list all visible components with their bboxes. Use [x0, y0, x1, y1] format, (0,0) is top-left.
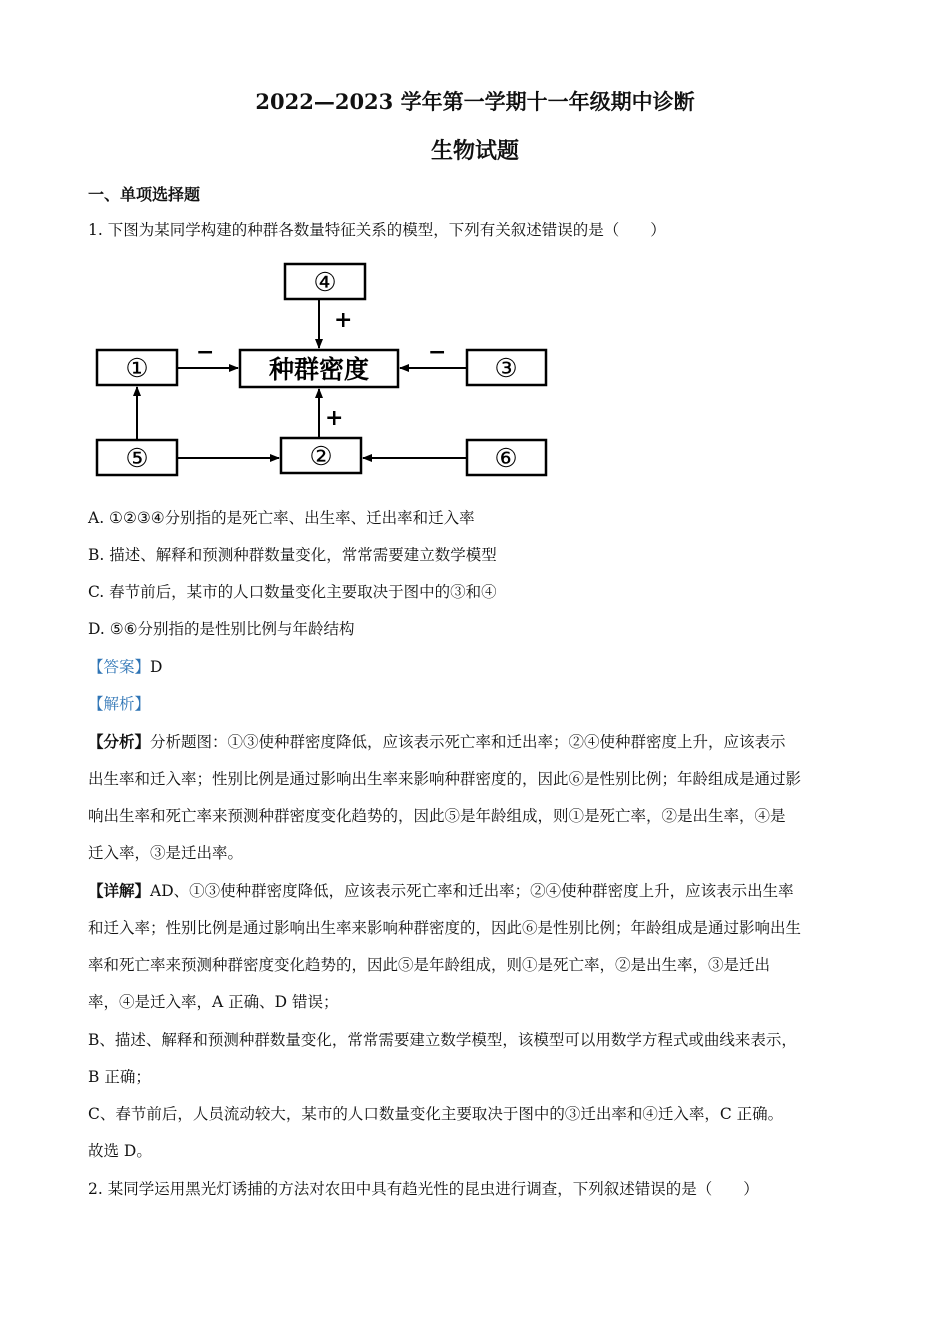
- analysis-tag: 【解析】: [88, 695, 151, 713]
- question-2-stem: 2. 某同学运用黑光灯诱捕的方法对农田中具有趋光性的昆虫进行调查，下列叙述错误的是（ ）: [88, 1180, 759, 1198]
- xiangjie-line-3: 率和死亡率来预测种群密度变化趋势的，因此⑤是年龄组成，则①是死亡率，②是出生率，③是迁出: [88, 956, 771, 974]
- sign-2: +: [325, 405, 344, 431]
- box-2-label: ②: [309, 442, 333, 472]
- fenxi-tag: 【分析】: [88, 732, 151, 751]
- fenxi-line-4: 迁入率，③是迁出率。: [88, 844, 244, 862]
- exam-title: 2022—2023 学年第一学期十一年级期中诊断: [255, 89, 695, 114]
- population-model-diagram: [88, 258, 558, 480]
- c-explanation-line: C、春节前后，人员流动较大，某市的人口数量变化主要取决于图中的③迁出率和④迁入率，C 正确。: [88, 1105, 784, 1123]
- exam-subtitle: 生物试题: [430, 138, 519, 164]
- box-3-label: ③: [494, 354, 518, 384]
- box-5-label: ⑤: [125, 444, 149, 474]
- option-c: C. 春节前后，某市的人口数量变化主要取决于图中的③和④: [88, 583, 497, 601]
- b-explanation-line-1: B、描述、解释和预测种群数量变化，常常需要建立数学模型，该模型可以用数学方程式或曲线来表示，: [88, 1031, 797, 1049]
- answer-value: D: [150, 658, 163, 676]
- fenxi-line-1: [88, 730, 868, 752]
- xiangjie-line-2: 和迁入率；性别比例是通过影响出生率来影响种群密度的，因此⑥是性别比例；年龄组成是通过影响出生: [88, 919, 802, 937]
- xiangjie-text-1: AD、①③使种群密度降低，应该表示死亡率和迁出率；②④使种群密度上升，应该表示出生率: [150, 882, 794, 900]
- sign-1: −: [196, 339, 215, 365]
- analysis-heading: [88, 692, 868, 714]
- fenxi-line-2: 出生率和迁入率；性别比例是通过影响出生率来影响种群密度的，因此⑥是性别比例；年龄组成是通过影: [88, 770, 802, 788]
- sign-4: +: [334, 307, 353, 333]
- answer-line: [88, 655, 868, 677]
- answer-tag: 【答案】: [88, 658, 151, 676]
- box-1-label: ①: [125, 354, 149, 384]
- b-explanation-line-2: B 正确；: [88, 1068, 151, 1086]
- option-a: A. ①②③④分别指的是死亡率、出生率、迁出率和迁入率: [88, 509, 475, 527]
- box-6-label: ⑥: [494, 444, 518, 474]
- conclusion-line: 故选 D。: [88, 1142, 152, 1160]
- box-4-label: ④: [313, 268, 337, 298]
- question-1-stem: 1. 下图为某同学构建的种群各数量特征关系的模型，下列有关叙述错误的是（ ）: [88, 221, 666, 239]
- section-heading: 一、单项选择题: [88, 185, 201, 204]
- fenxi-line-3: 响出生率和死亡率来预测种群密度变化趋势的，因此⑤是年龄组成，则①是死亡率，②是出生率，④是: [88, 807, 786, 825]
- xiangjie-line-4: 率，④是迁入率，A 正确、D 错误；: [88, 993, 339, 1011]
- xiangjie-tag: 【详解】: [88, 881, 151, 900]
- center-box-label: 种群密度: [268, 355, 370, 384]
- xiangjie-line-1: [88, 879, 868, 901]
- fenxi-text-1: 分析题图：①③使种群密度降低，应该表示死亡率和迁出率；②④使种群密度上升，应该表示: [150, 733, 786, 751]
- option-b: B. 描述、解释和预测种群数量变化，常常需要建立数学模型: [88, 546, 497, 564]
- option-d: D. ⑤⑥分别指的是性别比例与年龄结构: [88, 620, 355, 638]
- sign-3: −: [428, 339, 447, 365]
